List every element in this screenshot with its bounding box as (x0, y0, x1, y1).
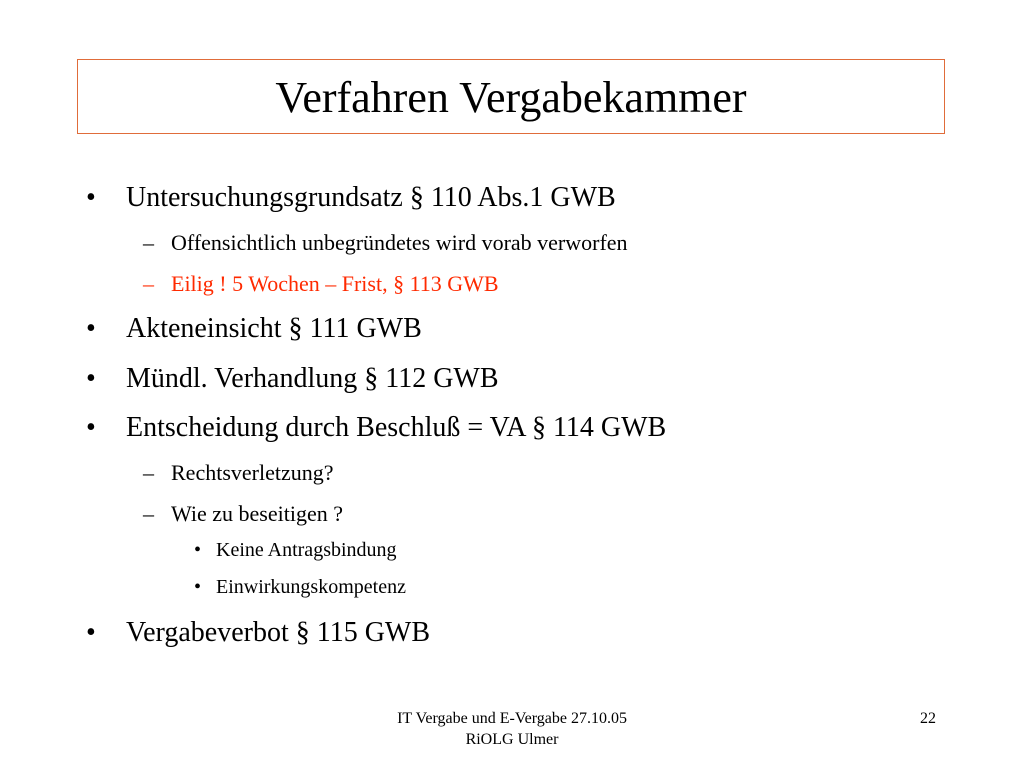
bullet-marker: • (86, 313, 96, 344)
sub-bullet-item (143, 501, 343, 527)
bullet-item (86, 313, 422, 345)
bullet-text: Untersuchungsgrundsatz § 110 Abs.1 GWB (126, 182, 616, 213)
bullet-text: Mündl. Verhandlung § 112 GWB (126, 363, 499, 394)
bullet-marker: • (86, 182, 96, 213)
sub-bullet-item (143, 460, 334, 486)
bullet-item (86, 617, 431, 649)
bullet-marker: • (86, 412, 96, 443)
sub-sub-bullet-text: Keine Antragsbindung (216, 539, 397, 561)
sub-sub-bullet-item (194, 576, 406, 599)
bullet-marker: • (194, 539, 202, 561)
sub-bullet-text: Rechtsverletzung? (171, 460, 334, 485)
page-number: 22 (920, 710, 936, 727)
footer-line-1: IT Vergabe und E-Vergabe 27.10.05 (397, 710, 627, 727)
sub-sub-bullet-item (194, 539, 397, 562)
bullet-marker: • (194, 576, 202, 598)
bullet-item (86, 182, 616, 214)
dash-marker: – (143, 271, 154, 296)
sub-bullet-text: Eilig ! 5 Wochen – Frist, § 113 GWB (171, 271, 499, 296)
slide-title: Verfahren Vergabekammer (275, 72, 747, 122)
footer-center (312, 708, 712, 750)
sub-bullet-item (143, 230, 628, 256)
sub-bullet-text: Offensichtlich unbegründetes wird vorab verworfen (171, 230, 628, 255)
sub-bullet-text: Wie zu beseitigen ? (171, 501, 343, 526)
bullet-marker: • (86, 617, 96, 648)
bullet-marker: • (86, 363, 96, 394)
sub-bullet-item-highlight (143, 271, 499, 297)
bullet-text: Entscheidung durch Beschluß = VA § 114 GWB (126, 412, 667, 443)
bullet-item (86, 363, 499, 395)
dash-marker: – (143, 460, 154, 485)
sub-sub-bullet-text: Einwirkungskompetenz (216, 576, 406, 598)
dash-marker: – (143, 230, 154, 255)
bullet-item (86, 412, 667, 444)
bullet-text: Akteneinsicht § 111 GWB (126, 313, 422, 344)
bullet-text: Vergabeverbot § 115 GWB (126, 617, 431, 648)
footer-line-2: RiOLG Ulmer (465, 731, 559, 748)
dash-marker: – (143, 501, 154, 526)
